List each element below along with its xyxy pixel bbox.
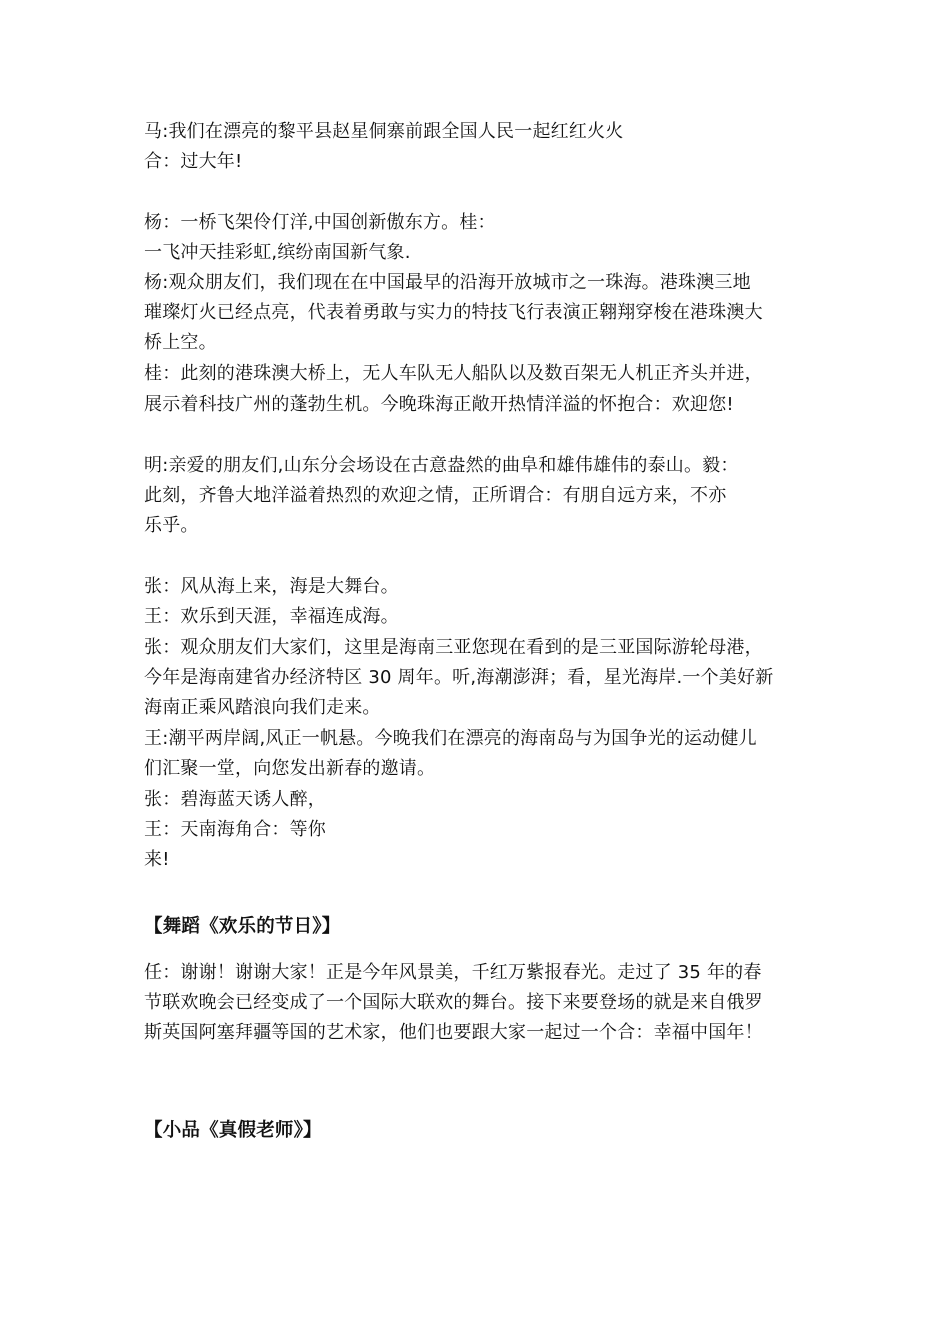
script-line: 此刻，齐鲁大地洋溢着热烈的欢迎之情，正所谓合：有朋自远方来，不亦 — [144, 485, 727, 506]
script-line: 王：天南海角合：等你 — [144, 819, 326, 840]
script-line: 斯英国阿塞拜疆等国的艺术家，他们也要跟大家一起过一个合：幸福中国年！ — [144, 1022, 763, 1043]
script-line: 璀璨灯火已经点亮，代表着勇敢与实力的特技飞行表演正翱翔穿梭在港珠澳大 — [144, 302, 763, 323]
script-line: 海南正乘风踏浪向我们走来。 — [144, 697, 381, 718]
script-line: 张：观众朋友们大家们，这里是海南三亚您现在看到的是三亚国际游轮母港， — [144, 637, 763, 658]
script-line: 来! — [144, 849, 170, 870]
script-line: 一飞冲天挂彩虹,缤纷南国新气象. — [144, 242, 411, 263]
script-line: 乐乎。 — [144, 515, 199, 536]
script-line: 张：碧海蓝天诱人醉， — [144, 789, 326, 810]
script-line: 王：欢乐到天涯，幸福连成海。 — [144, 606, 399, 627]
script-line: 杨:观众朋友们，我们现在在中国最早的沿海开放城市之一珠海。港珠澳三地 — [144, 272, 751, 293]
script-line: 王:潮平两岸阔,风正一帆悬。今晚我们在漂亮的海南岛与为国争光的运动健儿 — [144, 728, 757, 749]
script-line: 们汇聚一堂，向您发出新春的邀请。 — [144, 758, 436, 779]
script-line: 桥上空。 — [144, 332, 217, 353]
script-line: 明:亲爱的朋友们,山东分会场设在古意盎然的曲阜和雄伟雄伟的泰山。毅： — [144, 455, 739, 476]
script-line: 任：谢谢！谢谢大家！正是今年风景美，千红万紫报春光。走过了 35 年的春 — [144, 962, 762, 983]
script-line: 杨：一桥飞架伶仃洋,中国创新傲东方。桂： — [144, 212, 496, 233]
script-line: 节联欢晚会已经变成了一个国际大联欢的舞台。接下来要登场的就是来自俄罗 — [144, 992, 763, 1013]
script-line: 马:我们在漂亮的黎平县赵星侗寨前跟全国人民一起红红火火 — [144, 121, 624, 142]
script-line: 合：过大年! — [144, 151, 243, 172]
script-line: 桂：此刻的港珠澳大桥上，无人车队无人船队以及数百架无人机正齐头并进， — [144, 363, 763, 384]
script-line: 今年是海南建省办经济特区 30 周年。听,海潮澎湃；看，星光海岸.一个美好新 — [144, 667, 774, 688]
script-line: 展示着科技广州的蓬勃生机。今晚珠海正敞开热情洋溢的怀抱合：欢迎您! — [144, 394, 734, 415]
section-heading: 【小品《真假老师》】 — [144, 1120, 322, 1141]
script-line: 张：风从海上来，海是大舞台。 — [144, 576, 399, 597]
section-heading: 【舞蹈《欢乐的节日》】 — [144, 916, 341, 937]
